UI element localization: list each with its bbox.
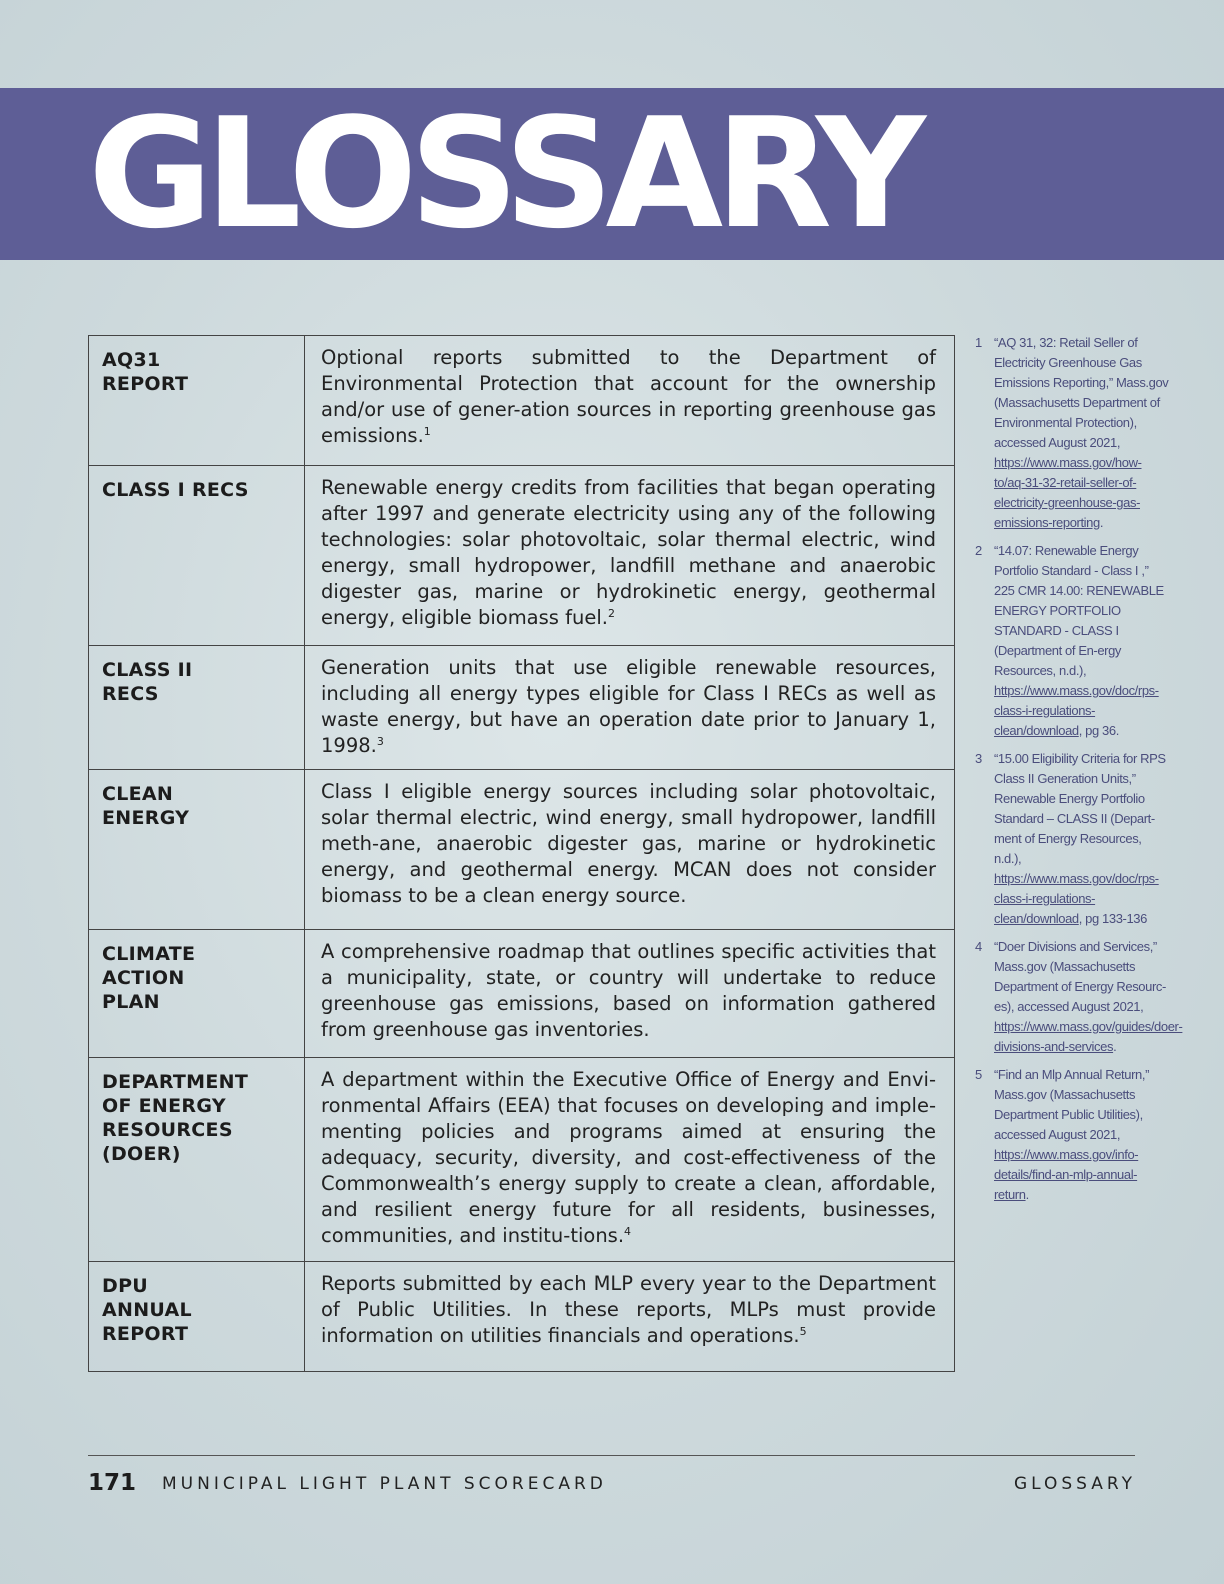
glossary-body [89,336,955,1372]
glossary-definition [305,1262,955,1372]
glossary-term: CLASS I RECS [89,466,305,646]
footer-divider [88,1455,1135,1456]
publication-title: MUNICIPAL LIGHT PLANT SCORECARD [162,1474,607,1494]
glossary-definition [305,646,955,770]
glossary-term: DEPARTMENT OF ENERGY RESOURCES (DOER) [89,1058,305,1262]
footnote-ref[interactable]: 4 [624,1225,632,1238]
glossary-definition [305,770,955,930]
footnote-text [994,749,1170,929]
footnote-ref[interactable]: 5 [799,1325,807,1338]
footnote-link[interactable]: https://www.mass.gov/how-to/aq-31-32-retail-seller-of-electricity-greenhouse-gas-emissions-reporting [994,455,1142,530]
footnote-citation: “15.00 Eligibility Criteria for RPS Class II Generation Units,” Renewable Energy Portfolio Standard – CLASS II (Depart-ment of Energy Resources, n.d.), [994,751,1166,866]
footnote-text [994,333,1170,533]
footnote-number: 3 [975,751,982,766]
definition-text: Reports submitted by each MLP every year to the Department of Public Utilities. In these reports, MLPs must provide information on utilities financials and operations. [321,1272,936,1347]
footnote-number: 5 [975,1067,982,1082]
glossary-row [89,770,955,930]
footnote [975,541,1170,741]
footnotes [975,333,1183,1213]
footnote-text [994,541,1170,741]
glossary-row [89,930,955,1058]
footnote-text [994,1065,1170,1205]
page-title: GLOSSARY [88,85,918,262]
footnote-citation: “Doer Divisions and Services,” Mass.gov (Massachusetts Department of Energy Resourc-es), accessed August 2021, [994,939,1166,1014]
glossary-term: DPU ANNUAL REPORT [89,1262,305,1372]
glossary-term: CLEAN ENERGY [89,770,305,930]
glossary-definition [305,336,955,466]
definition-text: A department within the Executive Office of Energy and Envi-ronmental Affairs (EEA) that focuses on developing and imple-menting policies and programs aimed at ensuring the adequacy, security, diversity, and cost-effectiveness of the Commonwealth’s energy supply to create a clean, affordable, and resilient energy future for all residents, businesses, communities, and institu-tions. [321,1068,936,1247]
footnote [975,937,1183,1057]
footnote-suffix: , pg 133-136 [1078,911,1147,926]
definition-text: Class I eligible energy sources including solar photovoltaic, solar thermal electric, wind energy, small hydropower, landfill meth-ane, anaerobic digester gas, marine or hydrokinetic energy, and geothermal energy. MCAN does not consider biomass to be a clean energy source. [321,780,936,907]
glossary-definition [305,930,955,1058]
footnote-suffix: . [1025,1187,1029,1202]
glossary-definition [305,1058,955,1262]
footnote-text [994,937,1182,1057]
footnote-citation: “Find an Mlp Annual Return,” Mass.gov (Massachusetts Department Public Utilities), accessed August 2021, [994,1067,1149,1142]
title-banner [0,85,1224,262]
definition-text: A comprehensive roadmap that outlines specific activities that a municipality, state, or country will undertake to reduce greenhouse gas emissions, based on information gathered from greenhouse gas inventories. [321,940,936,1041]
footnote-citation: “14.07: Renewable Energy Portfolio Standard - Class I ,” 225 CMR 14.00: RENEWABLE ENERGY PORTFOLIO STANDARD - CLASS I (Department of En-ergy Resources, n.d.), [994,543,1164,678]
footnote-link[interactable]: https://www.mass.gov/info-details/find-an-mlp-annual-return [994,1147,1139,1202]
glossary-term: AQ31 REPORT [89,336,305,466]
definition-text: Renewable energy credits from facilities that began operating after 1997 and generate electricity using any of the following technologies: solar photovoltaic, solar thermal electric, wind energy, small hydropower, landfill methane and anaerobic digester gas, marine or hydrokinetic energy, geothermal energy, eligible biomass fuel. [321,476,936,629]
footnote-number: 2 [975,543,982,558]
footnote-link[interactable]: https://www.mass.gov/guides/doer-divisions-and-services [994,1019,1183,1054]
footnote-citation: “AQ 31, 32: Retail Seller of Electricity Greenhouse Gas Emissions Reporting,” Mass.gov (Massachusetts Department of Environmental Protection), accessed August 2021, [994,335,1169,450]
footnote-ref[interactable]: 2 [608,607,615,620]
footnote-suffix: , pg 36. [1078,723,1119,738]
page-number: 171 [88,1470,137,1496]
footnote-suffix: . [1113,1039,1117,1054]
footnote-number: 1 [975,335,982,350]
glossary-table [88,335,955,1372]
footnote [975,1065,1170,1205]
glossary-row [89,646,955,770]
section-name: GLOSSARY [1013,1474,1136,1494]
glossary-term: CLIMATE ACTION PLAN [89,930,305,1058]
glossary-row [89,466,955,646]
glossary-row [89,1058,955,1262]
glossary-term: CLASS II RECS [89,646,305,770]
footnote-link[interactable]: https://www.mass.gov/doc/rps-class-i-regulations-clean/download [994,871,1159,926]
footnote [975,333,1170,533]
glossary-row [89,1262,955,1372]
footnote-suffix: . [1099,515,1104,530]
footnote [975,749,1170,929]
glossary-row [89,336,955,466]
definition-text: Optional reports submitted to the Department of Environmental Protection that account for the ownership and/or use of gener-ation sources in reporting greenhouse gas emissions. [321,346,936,447]
footnote-link[interactable]: https://www.mass.gov/doc/rps-class-i-regulations-clean/download [994,683,1159,738]
footnote-ref[interactable]: 1 [423,425,431,438]
glossary-definition [305,466,955,646]
footnote-number: 4 [975,939,982,954]
definition-text: Generation units that use eligible renewable resources, including all energy types eligible for Class I RECs as well as waste energy, but have an operation date prior to January 1, 1998. [321,656,936,757]
footnote-ref[interactable]: 3 [376,735,384,748]
